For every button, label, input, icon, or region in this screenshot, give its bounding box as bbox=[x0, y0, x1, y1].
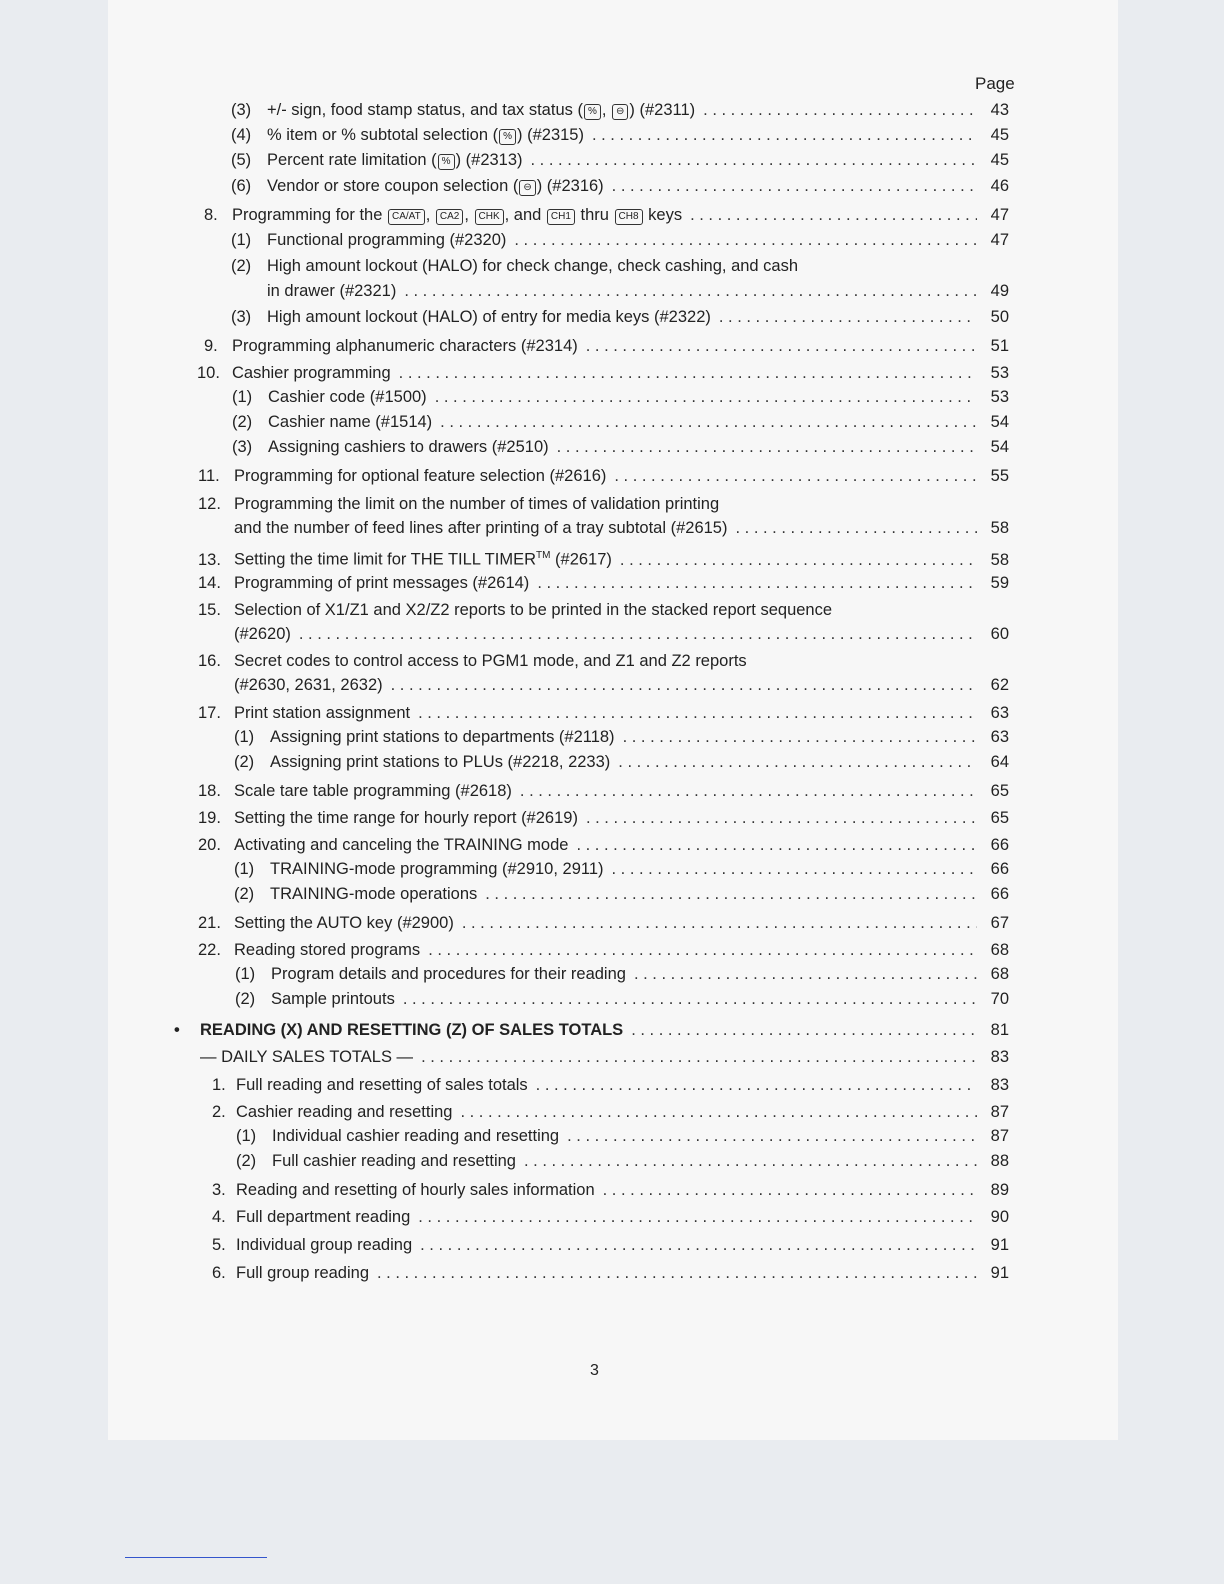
percent-key-icon: % bbox=[438, 154, 455, 170]
page-number: 47 bbox=[990, 231, 1009, 249]
toc-entry bbox=[231, 125, 1009, 145]
entry-number: 4. bbox=[212, 1208, 226, 1226]
toc-entry bbox=[235, 964, 1009, 984]
entry-number: 18. bbox=[198, 782, 221, 800]
page-number: 58 bbox=[990, 550, 1009, 569]
percent-key-icon: % bbox=[584, 104, 601, 120]
toc-entry bbox=[231, 307, 1009, 327]
toc-entry bbox=[231, 230, 1009, 250]
subsection-title: — DAILY SALES TOTALS — bbox=[200, 1048, 414, 1066]
entry-title: Sample printouts bbox=[271, 990, 395, 1008]
page-number: 63 bbox=[990, 728, 1009, 746]
page-number: 88 bbox=[990, 1152, 1009, 1170]
dot-leader bbox=[612, 176, 977, 196]
entry-title: Setting the AUTO key (#2900) bbox=[234, 914, 454, 932]
entry-number: 14. bbox=[198, 574, 221, 592]
ca-at-key-icon: CA/AT bbox=[388, 209, 425, 225]
toc-entry-continuation bbox=[234, 675, 1009, 695]
page-number: 66 bbox=[990, 885, 1009, 903]
entry-title: Setting the time range for hourly report (#2619) bbox=[234, 809, 578, 827]
page-number: 46 bbox=[990, 177, 1009, 195]
dot-leader bbox=[567, 1126, 977, 1146]
toc-entry bbox=[198, 781, 1009, 801]
page-number: 70 bbox=[990, 990, 1009, 1008]
entry-number: 9. bbox=[204, 337, 218, 355]
dot-leader bbox=[586, 808, 977, 828]
dot-leader bbox=[403, 989, 977, 1009]
toc-entry-continuation bbox=[234, 518, 1009, 538]
page-number: 87 bbox=[990, 1103, 1009, 1121]
toc-entry bbox=[231, 256, 1009, 276]
entry-number: (1) bbox=[231, 231, 252, 249]
entry-title: Programming the limit on the number of times of validation printing bbox=[234, 495, 720, 513]
toc-entry bbox=[234, 859, 1009, 879]
page-number: 43 bbox=[990, 101, 1009, 119]
toc-entry bbox=[232, 387, 1009, 407]
page-column-header: Page bbox=[975, 74, 1015, 93]
page-number: 66 bbox=[990, 860, 1009, 878]
toc-entry-continuation bbox=[234, 624, 1009, 644]
dot-leader bbox=[690, 205, 977, 225]
entry-number: 19. bbox=[198, 809, 221, 827]
entry-number: 1. bbox=[212, 1076, 226, 1094]
dot-leader bbox=[735, 518, 977, 538]
entry-number: (3) bbox=[232, 438, 253, 456]
ca2-key-icon: CA2 bbox=[436, 209, 463, 225]
page-number: 83 bbox=[990, 1048, 1009, 1066]
page-number: 91 bbox=[990, 1236, 1009, 1254]
entry-title: +/- sign, food stamp status, and tax status ( % , ⊖ ) (#2311) bbox=[267, 101, 696, 119]
entry-title: Selection of X1/Z1 and X2/Z2 reports to be printed in the stacked report sequence bbox=[234, 601, 833, 619]
dot-leader bbox=[586, 336, 977, 356]
entry-number: (6) bbox=[231, 177, 252, 195]
entry-title: Percent rate limitation ( % ) (#2313) bbox=[267, 151, 523, 169]
page-number: 91 bbox=[990, 1264, 1009, 1282]
page-number: 45 bbox=[990, 151, 1009, 169]
dot-leader bbox=[462, 913, 977, 933]
entry-title: Activating and canceling the TRAINING mode bbox=[234, 836, 569, 854]
toc-entry bbox=[198, 940, 1009, 960]
page-number: 64 bbox=[990, 753, 1009, 771]
entry-number: (5) bbox=[231, 151, 252, 169]
ch8-key-icon: CH8 bbox=[615, 209, 643, 225]
toc-entry-continuation bbox=[267, 281, 1009, 301]
toc-entry bbox=[198, 600, 1009, 620]
bullet-icon: • bbox=[174, 1021, 180, 1039]
page-number: 90 bbox=[990, 1208, 1009, 1226]
dot-leader bbox=[623, 727, 977, 747]
dot-leader bbox=[576, 835, 977, 855]
toc-entry bbox=[234, 727, 1009, 747]
toc-entry bbox=[198, 573, 1009, 593]
page-number: 65 bbox=[990, 809, 1009, 827]
toc-entry bbox=[198, 808, 1009, 828]
dot-leader bbox=[460, 1102, 977, 1122]
dot-leader bbox=[421, 1047, 977, 1067]
entry-number: 16. bbox=[198, 652, 221, 670]
entry-number: 12. bbox=[198, 495, 221, 513]
page-number: 83 bbox=[990, 1076, 1009, 1094]
toc-entry bbox=[231, 176, 1009, 196]
entry-title: Reading and resetting of hourly sales information bbox=[236, 1181, 595, 1199]
dot-leader bbox=[514, 230, 977, 250]
toc-entry bbox=[198, 703, 1009, 723]
entry-title: Full department reading bbox=[236, 1208, 411, 1226]
dot-leader bbox=[418, 1207, 977, 1227]
entry-title: Programming of print messages (#2614) bbox=[234, 574, 530, 592]
toc-subsection-heading bbox=[200, 1047, 1009, 1067]
page-number: 87 bbox=[990, 1127, 1009, 1145]
page-number: 67 bbox=[990, 914, 1009, 932]
entry-title: Assigning cashiers to drawers (#2510) bbox=[268, 438, 549, 456]
toc-entry bbox=[212, 1180, 1009, 1200]
entry-number: 15. bbox=[198, 601, 221, 619]
dot-leader bbox=[703, 100, 977, 120]
dot-leader bbox=[524, 1151, 977, 1171]
toc-entry bbox=[232, 437, 1009, 457]
toc-section-heading bbox=[174, 1020, 1009, 1040]
toc-entry bbox=[212, 1263, 1009, 1283]
page-number: 54 bbox=[990, 413, 1009, 431]
entry-title: Program details and procedures for their reading bbox=[271, 965, 626, 983]
entry-title: and the number of feed lines after printing of a tray subtotal (#2615) bbox=[234, 519, 728, 537]
entry-number: (2) bbox=[232, 413, 253, 431]
chk-key-icon: CHK bbox=[475, 209, 504, 225]
entry-number: (1) bbox=[234, 728, 255, 746]
entry-title: Programming alphanumeric characters (#2314) bbox=[232, 337, 578, 355]
entry-number: (1) bbox=[234, 860, 255, 878]
dot-leader bbox=[391, 675, 977, 695]
entry-number: (2) bbox=[234, 885, 255, 903]
dot-leader bbox=[404, 281, 977, 301]
entry-title: Cashier programming bbox=[232, 364, 391, 382]
entry-number: 13. bbox=[198, 550, 221, 569]
minus-key-icon: ⊖ bbox=[612, 104, 628, 120]
dot-leader bbox=[557, 437, 977, 457]
dot-leader bbox=[719, 307, 977, 327]
entry-number: (2) bbox=[231, 257, 252, 275]
dot-leader bbox=[634, 964, 977, 984]
toc-entry bbox=[198, 466, 1009, 486]
dot-leader bbox=[612, 859, 978, 879]
entry-title: High amount lockout (HALO) of entry for media keys (#2322) bbox=[267, 308, 711, 326]
dot-leader bbox=[377, 1263, 977, 1283]
entry-title: % item or % subtotal selection ( % ) (#2315) bbox=[267, 126, 584, 144]
page-number: 65 bbox=[990, 782, 1009, 800]
entry-title: Individual cashier reading and resetting bbox=[272, 1127, 560, 1145]
entry-number: (3) bbox=[231, 308, 252, 326]
toc-entry bbox=[212, 1207, 1009, 1227]
page-number: 58 bbox=[990, 519, 1009, 537]
entry-title: Secret codes to control access to PGM1 mode, and Z1 and Z2 reports bbox=[234, 652, 747, 670]
entry-title: Full group reading bbox=[236, 1264, 369, 1282]
entry-number: (1) bbox=[235, 965, 256, 983]
dot-leader bbox=[485, 884, 977, 904]
page-number: 62 bbox=[990, 676, 1009, 694]
entry-number: 8. bbox=[204, 206, 218, 224]
blue-rule bbox=[125, 1557, 267, 1558]
page-number: 63 bbox=[990, 704, 1009, 722]
entry-number: (2) bbox=[236, 1152, 257, 1170]
entry-title: (#2620) bbox=[234, 625, 291, 643]
entry-number: 11. bbox=[198, 467, 220, 485]
page-number: 47 bbox=[990, 206, 1009, 224]
toc-entry bbox=[198, 651, 1009, 671]
entry-number: (2) bbox=[234, 753, 255, 771]
toc-entry bbox=[234, 884, 1009, 904]
entry-title: (#2630, 2631, 2632) bbox=[234, 676, 383, 694]
toc-entry bbox=[198, 835, 1009, 855]
entry-number: (3) bbox=[231, 101, 252, 119]
page-number: 45 bbox=[990, 126, 1009, 144]
entry-number: (1) bbox=[236, 1127, 257, 1145]
page-number: 68 bbox=[990, 941, 1009, 959]
toc-entry bbox=[198, 494, 1009, 514]
entry-title: Vendor or store coupon selection ( ⊖ ) (#2316) bbox=[267, 177, 604, 195]
entry-title: Cashier code (#1500) bbox=[268, 388, 427, 406]
toc-entry bbox=[212, 1235, 1009, 1255]
dot-leader bbox=[614, 466, 977, 486]
dot-leader bbox=[631, 1020, 977, 1040]
entry-title: Functional programming (#2320) bbox=[267, 231, 507, 249]
entry-number: 5. bbox=[212, 1236, 226, 1254]
toc-entry bbox=[204, 336, 1009, 356]
page-number: 50 bbox=[990, 308, 1009, 326]
dot-leader bbox=[435, 387, 977, 407]
dot-leader bbox=[299, 624, 977, 644]
entry-number: (1) bbox=[232, 388, 253, 406]
entry-number: 6. bbox=[212, 1264, 226, 1282]
trademark-mark: TM bbox=[536, 550, 551, 561]
toc-entry bbox=[212, 1102, 1009, 1122]
toc-entry bbox=[212, 1075, 1009, 1095]
entry-title: TRAINING-mode programming (#2910, 2911) bbox=[270, 860, 604, 878]
dot-leader bbox=[603, 1180, 977, 1200]
entry-title: Individual group reading bbox=[236, 1236, 413, 1254]
page-number: 59 bbox=[990, 574, 1009, 592]
entry-title: Assigning print stations to PLUs (#2218, 2233) bbox=[270, 753, 611, 771]
dot-leader bbox=[592, 125, 977, 145]
entry-title: Cashier reading and resetting bbox=[236, 1103, 453, 1121]
entry-number: 21. bbox=[198, 914, 221, 932]
entry-number: (2) bbox=[235, 990, 256, 1008]
dot-leader bbox=[428, 940, 977, 960]
entry-number: (4) bbox=[231, 126, 252, 144]
entry-title: Full reading and resetting of sales totals bbox=[236, 1076, 528, 1094]
percent-key-icon: % bbox=[499, 129, 516, 145]
toc-entry bbox=[236, 1151, 1009, 1171]
toc-entry bbox=[235, 989, 1009, 1009]
minus-key-icon: ⊖ bbox=[519, 180, 535, 196]
entry-title: High amount lockout (HALO) for check change, check cashing, and cash bbox=[267, 257, 799, 275]
entry-title: Reading stored programs bbox=[234, 941, 421, 959]
dot-leader bbox=[440, 412, 977, 432]
page-number: 54 bbox=[990, 438, 1009, 456]
entry-number: 22. bbox=[198, 941, 221, 959]
entry-number: 20. bbox=[198, 836, 221, 854]
entry-number: 3. bbox=[212, 1181, 226, 1199]
toc-entry bbox=[232, 412, 1009, 432]
dot-leader bbox=[531, 150, 977, 170]
ch1-key-icon: CH1 bbox=[547, 209, 575, 225]
entry-title: Print station assignment bbox=[234, 704, 411, 722]
toc-entry bbox=[198, 546, 1009, 570]
page-number: 53 bbox=[990, 388, 1009, 406]
toc-entry bbox=[197, 363, 1009, 383]
entry-number: 2. bbox=[212, 1103, 226, 1121]
toc-entry bbox=[231, 150, 1009, 170]
dot-leader bbox=[537, 573, 977, 593]
toc-entry bbox=[204, 205, 1009, 225]
dot-leader bbox=[420, 1235, 977, 1255]
toc-entry bbox=[236, 1126, 1009, 1146]
dot-leader bbox=[620, 550, 977, 570]
entry-number: 17. bbox=[198, 704, 221, 722]
toc-entry bbox=[231, 100, 1009, 120]
entry-title: Programming for optional feature selection (#2616) bbox=[234, 467, 607, 485]
dot-leader bbox=[399, 363, 977, 383]
entry-title: Cashier name (#1514) bbox=[268, 413, 433, 431]
entry-title: in drawer (#2321) bbox=[267, 282, 397, 300]
dot-leader bbox=[418, 703, 977, 723]
dot-leader bbox=[520, 781, 977, 801]
toc-entry bbox=[198, 913, 1009, 933]
page-number: 68 bbox=[990, 965, 1009, 983]
entry-title: Scale tare table programming (#2618) bbox=[234, 782, 512, 800]
page-number: 53 bbox=[990, 364, 1009, 382]
toc-entry bbox=[234, 752, 1009, 772]
section-title: READING (X) AND RESETTING (Z) OF SALES TOTALS bbox=[200, 1021, 624, 1039]
entry-title: Setting the time limit for THE TILL TIMER™ (#2617) bbox=[234, 550, 612, 569]
dot-leader bbox=[536, 1075, 977, 1095]
entry-title: Full cashier reading and resetting bbox=[272, 1152, 516, 1170]
entry-title: Assigning print stations to departments (#2118) bbox=[270, 728, 615, 746]
page-number: 49 bbox=[990, 282, 1009, 300]
dot-leader bbox=[618, 752, 977, 772]
entry-title: TRAINING-mode operations bbox=[270, 885, 478, 903]
page-number: 51 bbox=[990, 337, 1009, 355]
page-number: 60 bbox=[990, 625, 1009, 643]
page-number: 55 bbox=[990, 467, 1009, 485]
page-folio: 3 bbox=[590, 1362, 599, 1379]
entry-number: 10. bbox=[197, 364, 220, 382]
page-number: 81 bbox=[990, 1021, 1009, 1039]
page-number: 66 bbox=[990, 836, 1009, 854]
entry-title: Programming for the CA/AT , CA2 , CHK , and CH1 thru CH8 keys bbox=[232, 206, 683, 224]
page-number: 89 bbox=[990, 1181, 1009, 1199]
